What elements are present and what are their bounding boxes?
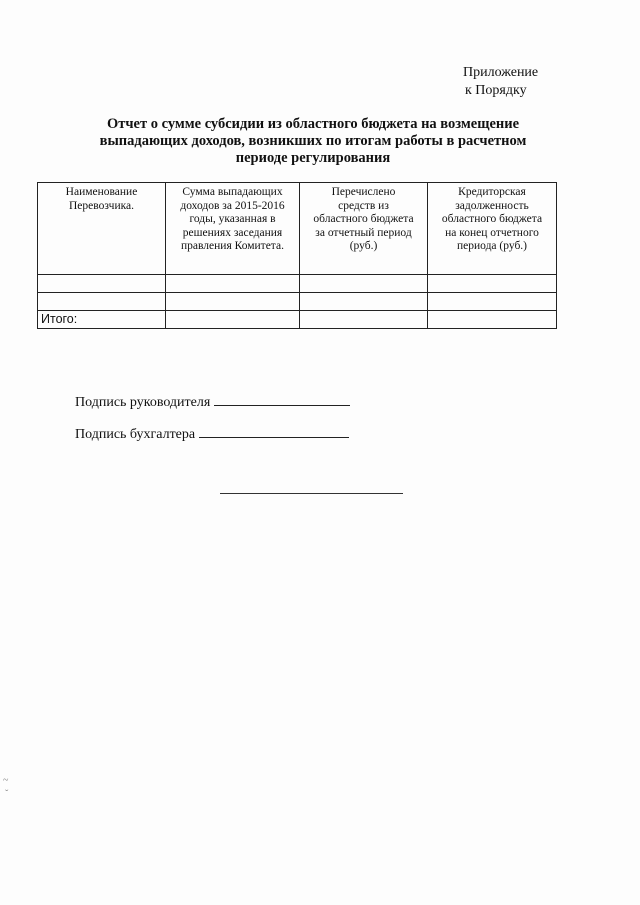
table-header-row (38, 183, 557, 275)
total-label: Итого: (41, 312, 78, 326)
report-title (60, 116, 566, 167)
signature-accountant-line (199, 424, 349, 438)
appendix-line-2: к Порядку (465, 83, 527, 98)
table-cell (428, 311, 557, 329)
table-cell (300, 275, 428, 293)
table-cell (428, 275, 557, 293)
closing-divider (220, 493, 403, 494)
table-cell (38, 293, 166, 311)
table-row (38, 293, 557, 311)
report-title-line-2: выпадающих доходов, возникших по итогам работы в расчетном (99, 133, 527, 149)
table-cell (38, 275, 166, 293)
header-payables: Кредиторская задолженность областного бюджета на конец отчетного периода (руб.) (428, 183, 557, 275)
header-carrier-name: Наименование Перевозчика. (38, 183, 166, 275)
header-transferred-funds: Перечислено средств из областного бюджета за отчетный период (руб.) (300, 183, 428, 275)
signature-head (75, 392, 350, 412)
table-cell (166, 275, 300, 293)
scan-mark-tilde: ~ (3, 775, 9, 786)
table-cell (166, 293, 300, 311)
table-total-row (38, 311, 557, 329)
scan-mark-comma: ˇ (5, 789, 9, 800)
header-lost-income-sum: Сумма выпадающих доходов за 2015-2016 годы, указанная в решениях заседания правления Комитета. (166, 183, 300, 275)
report-table (37, 182, 557, 329)
appendix-line-1: Приложение (463, 65, 539, 80)
table-row (38, 275, 557, 293)
table-cell (300, 293, 428, 311)
report-title-line-3: периоде регулирования (235, 150, 391, 166)
table-cell (166, 311, 300, 329)
signature-head-line (214, 392, 350, 406)
signature-accountant (75, 424, 349, 444)
table-cell (300, 311, 428, 329)
signature-accountant-label: Подпись бухгалтера (75, 427, 196, 442)
appendix-note (463, 64, 538, 100)
total-label-cell (38, 311, 166, 329)
report-title-line-1: Отчет о сумме субсидии из областного бюджета на возмещение (106, 116, 520, 132)
signature-head-label: Подпись руководителя (75, 395, 211, 410)
table-cell (428, 293, 557, 311)
